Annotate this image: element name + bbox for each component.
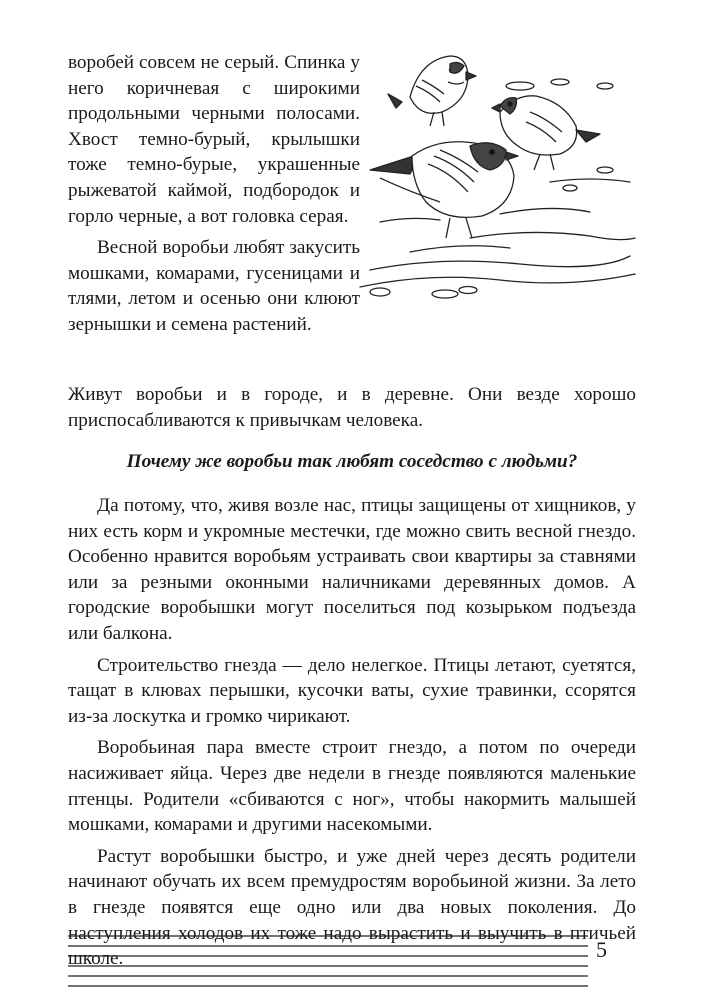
page-number: 5 xyxy=(596,937,607,962)
section-heading: Почему же воробьи так любят соседство с людьми? xyxy=(126,451,578,472)
main-body xyxy=(68,493,636,972)
sparrows-illustration xyxy=(350,42,640,304)
intro-column xyxy=(68,50,360,338)
intro-paragraph-2: Весной воробьи любят закусить мошками, комарами, гусеницами и тлями, летом и осенью они клюют зернышки и семена растений. xyxy=(68,237,360,335)
footer-rules xyxy=(68,928,588,988)
continuation-text xyxy=(68,382,636,433)
continuation-paragraph: Живут воробьи и в городе, и в деревне. Они везде хорошо приспосабливаются к привычкам человека. xyxy=(68,384,636,431)
intro-paragraph-1: воробей совсем не серый. Спинка у него коричневая с широкими продольными черными полосами. Хвост темно-бурый, крылышки тоже темно-бурые, украшенные рыжеватой каймой, подбородок и горло черные, а вот головка серая. xyxy=(68,52,360,227)
body-paragraph-2: Строительство гнезда — дело нелегкое. Птицы летают, суетятся, тащат в клювах перышки, кусочки ваты, сухие травинки, ссорятся из-за лоскутка и громко чирикают. xyxy=(68,654,636,727)
body-paragraph-4: Растут воробышки быстро, и уже дней через десять родители начинают обучать их всем премудростям воробьиной жизни. За лето в гнезде появятся еще одно или два новых поколения. До наступления холодов их тоже надо вырастить и выучить в птичьей школе. xyxy=(68,845,636,970)
body-paragraph-1: Да потому, что, живя возле нас, птицы защищены от хищников, у них есть корм и укромные местечки, где можно свить весной гнездо. Особенно нравится воробьям устраивать свои квартиры за ставнями или за резными оконными наличниками деревянных домов. А городские воробышки могут поселиться под козырьком подъезда или балкона. xyxy=(68,495,636,644)
body-paragraph-3: Воробьиная пара вместе строит гнездо, а потом по очереди насиживает яйца. Через две недели в гнезде появляются маленькие птенцы. Родители «сбиваются с ног», чтобы накормить малышей мошками, комарами и другими насекомыми. xyxy=(68,737,636,836)
